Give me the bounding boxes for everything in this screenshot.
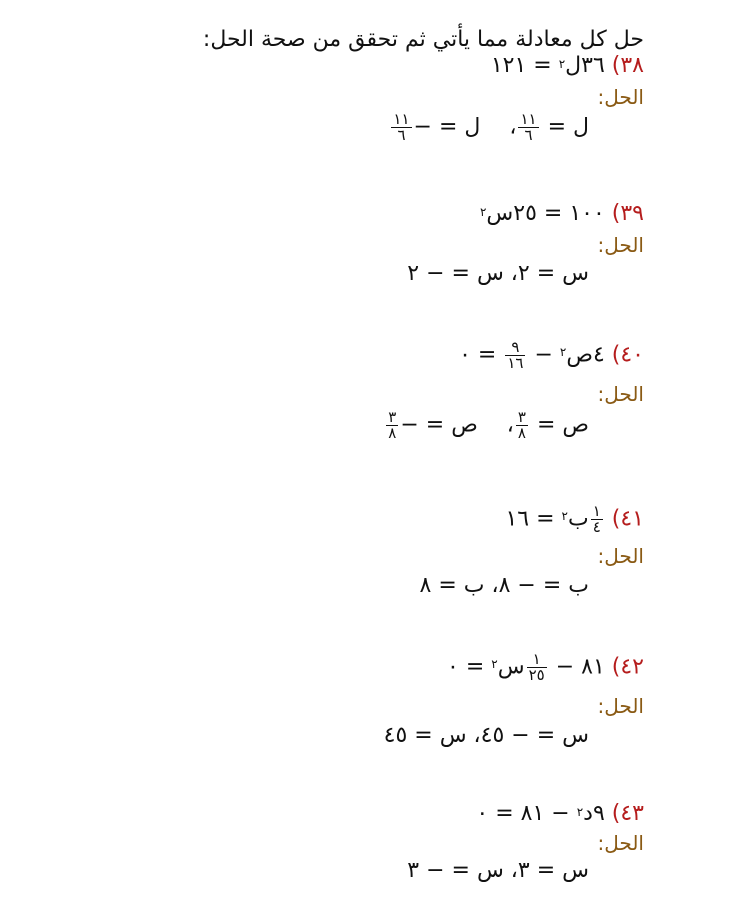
instruction-text: حل كل معادلة مما يأتي ثم تحقق من صحة الحل: <box>202 27 644 52</box>
equation-part: ٨١ − <box>548 654 605 680</box>
numerator: ١ <box>527 652 547 668</box>
exponent: ٢ <box>558 57 566 71</box>
equation <box>476 800 644 828</box>
solution: س = − ٤٥، س = ٤٥ <box>383 723 589 748</box>
equation <box>491 52 644 80</box>
denominator: ٨ <box>517 424 526 442</box>
fraction <box>505 340 525 371</box>
fraction <box>518 112 538 143</box>
solution-label: الحل: <box>597 831 644 855</box>
separator: ، <box>499 412 514 438</box>
fraction <box>516 410 528 441</box>
numerator: ٣ <box>517 408 526 426</box>
equation-part: = ١٦ <box>505 506 562 532</box>
denominator: ٦ <box>524 126 533 144</box>
numerator: ١ <box>592 502 601 520</box>
solution-lhs: ل = <box>540 114 589 140</box>
equation <box>480 200 644 228</box>
fraction <box>527 652 547 683</box>
equation-part: س <box>497 654 525 680</box>
solution-label: الحل: <box>597 544 644 568</box>
solution: ب = − ٨، ب = ٨ <box>419 573 589 598</box>
equation-part: ٤ص <box>566 342 605 368</box>
equation <box>505 504 644 535</box>
equation-part: − ٨١ = ٠ <box>476 801 577 826</box>
numerator: ١١ <box>393 110 410 128</box>
solution-lhs: ص = − <box>400 412 478 438</box>
separator: ، <box>502 114 517 140</box>
solution-lhs: ل = − <box>413 114 481 140</box>
fraction <box>391 112 411 143</box>
denominator: ١٦ <box>507 354 524 372</box>
exponent: ٢ <box>576 805 584 819</box>
solution-lhs: ص = <box>529 412 589 438</box>
equation-part: ٩د <box>583 801 605 826</box>
equation-part: ١٠٠ = ٢٥س <box>486 201 605 226</box>
exponent: ٢ <box>559 345 567 359</box>
exponent: ٢ <box>491 657 498 671</box>
equation-part: = ٠ <box>447 654 492 680</box>
problem-number: ٤٠) <box>611 342 644 368</box>
equation-part: ب <box>567 506 589 532</box>
solution <box>389 112 589 143</box>
exponent: ٢ <box>479 205 487 219</box>
problem-number: ٣٩) <box>611 201 644 226</box>
problem-number: ٤٣) <box>611 801 644 826</box>
solution-label: الحل: <box>597 382 644 406</box>
solution-label: الحل: <box>597 694 644 718</box>
equation-part: ٣٦ل <box>565 53 605 78</box>
solution: س = ٢، س = − ٢ <box>407 261 589 286</box>
numerator: ١١ <box>520 110 537 128</box>
numerator: ٩ <box>505 340 525 356</box>
problem-number: ٣٨) <box>611 53 644 78</box>
equation-part: − <box>527 342 560 368</box>
fraction <box>386 410 398 441</box>
equation <box>447 652 644 683</box>
solution <box>384 410 589 441</box>
equation-part: = ١٢١ <box>490 53 559 78</box>
solution-label: الحل: <box>597 233 644 257</box>
solution: س = ٣، س = − ٣ <box>407 858 589 883</box>
denominator: ٨ <box>388 424 397 442</box>
problem-number: ٤٢) <box>611 654 644 680</box>
denominator: ٤ <box>592 518 601 536</box>
fraction <box>591 504 603 535</box>
solution-label: الحل: <box>597 85 644 109</box>
equation-part: = ٠ <box>459 342 504 368</box>
exponent: ٢ <box>561 509 568 523</box>
denominator: ٦ <box>397 126 406 144</box>
numerator: ٣ <box>388 408 397 426</box>
equation <box>459 340 644 371</box>
denominator: ٢٥ <box>528 666 545 684</box>
problem-number: ٤١) <box>611 506 644 532</box>
